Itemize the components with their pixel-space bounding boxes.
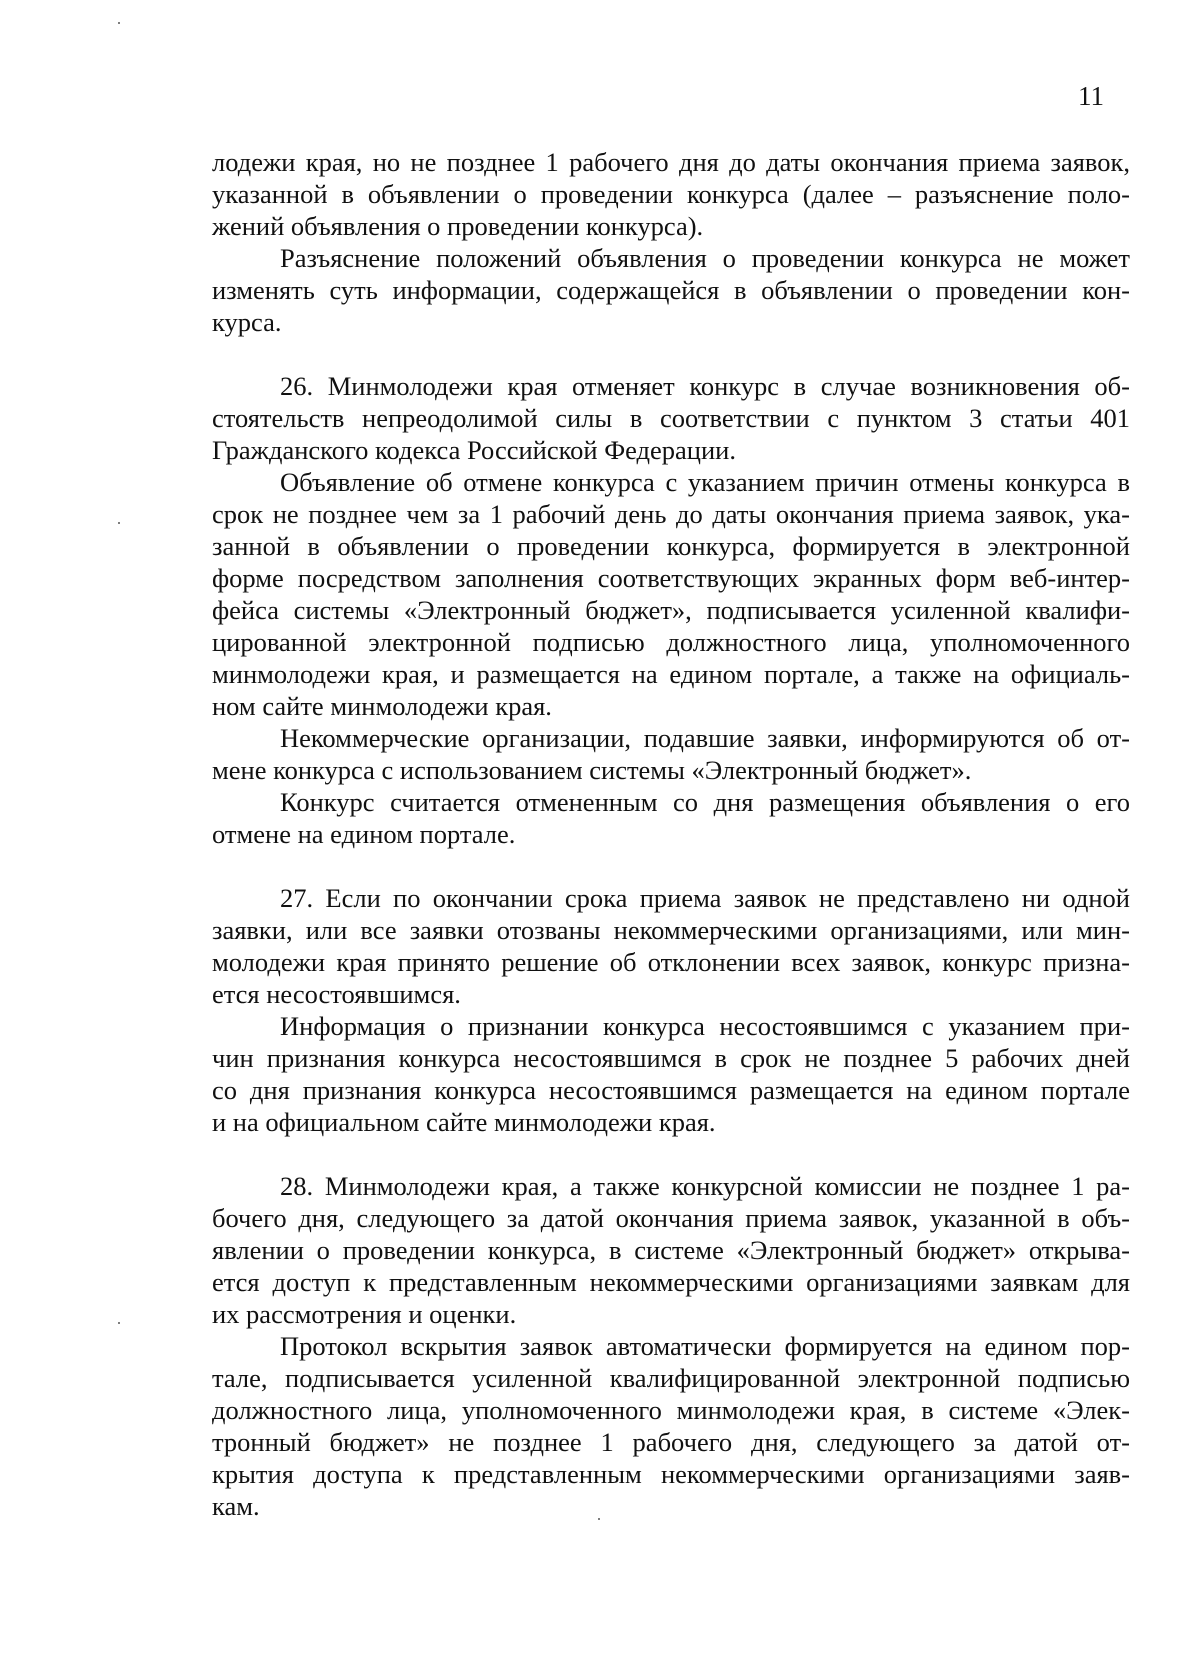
scan-speck	[598, 1518, 600, 1520]
text-line: ном сайте минмолодежи края.	[212, 691, 552, 721]
text-line: заявки, или все заявки отозваны некоммерческими организациями, или мин-	[212, 915, 1130, 945]
document-body	[212, 146, 1130, 1522]
scan-speck	[118, 1322, 120, 1324]
text-line: и на официальном сайте минмолодежи края.	[212, 1107, 716, 1137]
text-line: Разъяснение положений объявления о проведении конкурса не может	[280, 243, 1130, 273]
text-line: молодежи края принято решение об отклонении всех заявок, конкурс призна-	[212, 947, 1130, 977]
text-line: Конкурс считается отмененным со дня размещения объявления о его	[280, 787, 1130, 817]
paragraph-gap	[212, 850, 1130, 882]
text-line: фейса системы «Электронный бюджет», подписывается усиленной квалифи-	[212, 595, 1130, 625]
text-line: ется доступ к представленным некоммерческими организациями заявкам для	[212, 1267, 1130, 1297]
text-line: 26. Минмолодежи края отменяет конкурс в случае возникновения об-	[280, 371, 1130, 401]
page-number: 11	[1078, 81, 1104, 111]
text-line: Объявление об отмене конкурса с указанием причин отмены конкурса в	[280, 467, 1130, 497]
text-line: их рассмотрения и оценки.	[212, 1299, 517, 1329]
text-line: должностного лица, уполномоченного минмолодежи края, в системе «Элек-	[212, 1395, 1130, 1425]
text-line: 27. Если по окончании срока приема заявок не представлено ни одной	[280, 883, 1130, 913]
text-line: кам.	[212, 1491, 260, 1521]
text-line: тале, подписывается усиленной квалифицированной электронной подписью	[212, 1363, 1130, 1393]
text-line: форме посредством заполнения соответствующих экранных форм веб-интер-	[212, 563, 1130, 593]
text-line: тронный бюджет» не позднее 1 рабочего дня, следующего за датой от-	[212, 1427, 1130, 1457]
text-line: бочего дня, следующего за датой окончания приема заявок, указанной в объ-	[212, 1203, 1130, 1233]
text-line: цированной электронной подписью должностного лица, уполномоченного	[212, 627, 1130, 657]
text-line: Некоммерческие организации, подавшие заявки, информируются об от-	[280, 723, 1130, 753]
paragraph-gap	[212, 338, 1130, 370]
text-line: Информация о признании конкурса несостоявшимся с указанием при-	[280, 1011, 1130, 1041]
text-line: срок не позднее чем за 1 рабочий день до даты окончания приема заявок, ука-	[212, 499, 1130, 529]
scan-speck	[118, 522, 120, 524]
text-line: ется несостоявшимся.	[212, 979, 461, 1009]
text-line: чин признания конкурса несостоявшимся в срок не позднее 5 рабочих дней	[212, 1043, 1130, 1073]
text-line: стоятельств непреодолимой силы в соответствии с пунктом 3 статьи 401	[212, 403, 1130, 433]
text-line: Гражданского кодекса Российской Федерации.	[212, 435, 736, 465]
text-line: 28. Минмолодежи края, а также конкурсной комиссии не позднее 1 ра-	[280, 1171, 1130, 1201]
paragraph-gap	[212, 1138, 1130, 1170]
text-line: отмене на едином портале.	[212, 819, 516, 849]
scan-speck	[118, 22, 120, 24]
text-line: Протокол вскрытия заявок автоматически формируется на едином пор-	[280, 1331, 1130, 1361]
text-line: курса.	[212, 307, 282, 337]
text-line: лодежи края, но не позднее 1 рабочего дня до даты окончания приема заявок,	[212, 147, 1130, 177]
text-line: явлении о проведении конкурса, в системе «Электронный бюджет» открыва-	[212, 1235, 1130, 1265]
text-line: минмолодежи края, и размещается на едином портале, а также на официаль-	[212, 659, 1130, 689]
text-line: изменять суть информации, содержащейся в объявлении о проведении кон-	[212, 275, 1130, 305]
text-line: крытия доступа к представленным некоммерческими организациями заяв-	[212, 1459, 1130, 1489]
text-line: жений объявления о проведении конкурса).	[212, 211, 704, 241]
text-line: занной в объявлении о проведении конкурса, формируется в электронной	[212, 531, 1130, 561]
text-line: со дня признания конкурса несостоявшимся размещается на едином портале	[212, 1075, 1130, 1105]
text-line: мене конкурса с использованием системы «Электронный бюджет».	[212, 755, 972, 785]
text-line: указанной в объявлении о проведении конкурса (далее – разъяснение поло-	[212, 179, 1130, 209]
